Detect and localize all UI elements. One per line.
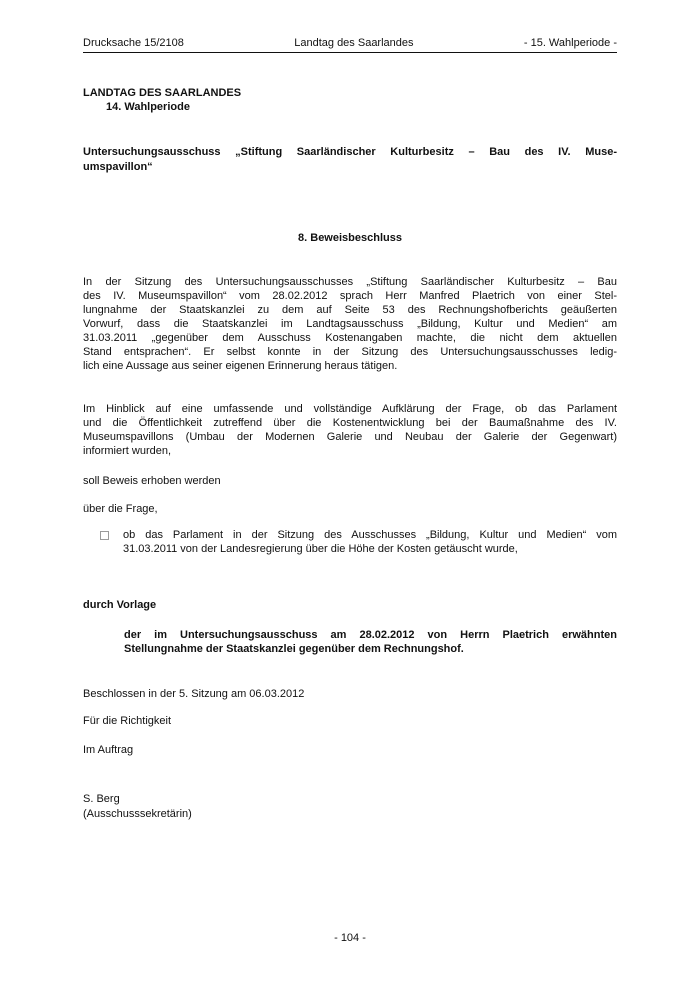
soll-beweis-line: soll Beweis erhoben werden — [83, 475, 221, 487]
masthead-period: 14. Wahlperiode — [106, 101, 190, 113]
durch-vorlage-heading: durch Vorlage — [83, 599, 157, 611]
page-header — [83, 36, 617, 53]
masthead-title: LANDTAG DES SAARLANDES — [83, 87, 242, 99]
signature-block — [83, 792, 617, 822]
vorlage-paragraph: der im Untersuchungsausschuss am 28.02.2012 von Herrn Plaetrich erwähnten Stellungnahme der Staatskanzlei gegenüber dem Rechnungshof. — [124, 629, 617, 655]
header-wahlperiode: - 15. Wahlperiode - — [523, 37, 617, 49]
ueber-die-frage-line: über die Frage, — [83, 503, 158, 515]
header-drucksache: Drucksache 15/2108 — [83, 37, 184, 49]
body-paragraph-1: In der Sitzung des Untersuchungsausschusses „Stiftung Saarländischer Kulturbesitz – Bau des IV. Museumspavillon“ vom 28.02.2012 sprach Herr Manfred Plaetrich von einer Stel- lungnahme der Staatskanzlei zu dem auf Seite 53 des Rechnungshofberichts geäußerten Vorwurf, dass die Staatskanzlei im Landtagsausschuss „Bildung, Kultur und Medien“ am 31.03.2011 „gegenüber dem Ausschuss Kostenangaben machte, die nicht dem aktuellen Stand entsprachen“. Er selbst konnte in der Sitzung des Untersuchungsausschusses ledig- lich eine Aussage aus seiner eigenen Erinnerung heraus tätigen. — [83, 276, 617, 372]
subject-title: Untersuchungsausschuss „Stiftung Saarländischer Kulturbesitz – Bau des IV. Muse- umspavillon“ — [83, 146, 617, 173]
masthead — [83, 86, 617, 114]
body-paragraph-2: Im Hinblick auf eine umfassende und vollständige Aufklärung der Frage, ob das Parlament und die Öffentlichkeit zutreffend über die Kostenentwicklung bei der Baumaßnahme des IV. Museumspavillons (Umbau der Modernen Galerie und Neubau der Galerie der Gegenwart) informiert wurden, — [83, 403, 617, 457]
bullet-item — [83, 528, 617, 556]
section-heading: 8. Beweisbeschluss — [298, 232, 402, 244]
auftrag-line: Im Auftrag — [83, 744, 134, 756]
bullet-text: ob das Parlament in der Sitzung des Ausschusses „Bildung, Kultur und Medien“ vom 31.03.2011 von der Landesregierung über die Höhe der Kosten getäuscht wurde, — [123, 529, 617, 555]
header-institution: Landtag des Saarlandes — [294, 37, 414, 49]
square-bullet-icon — [100, 531, 109, 540]
beschlossen-line: Beschlossen in der 5. Sitzung am 06.03.2012 — [83, 688, 305, 700]
signature-name: S. Berg — [83, 793, 120, 805]
signature-role: (Ausschusssekretärin) — [83, 808, 192, 820]
richtigkeit-line: Für die Richtigkeit — [83, 715, 172, 727]
page-number: - 104 - — [334, 932, 366, 944]
